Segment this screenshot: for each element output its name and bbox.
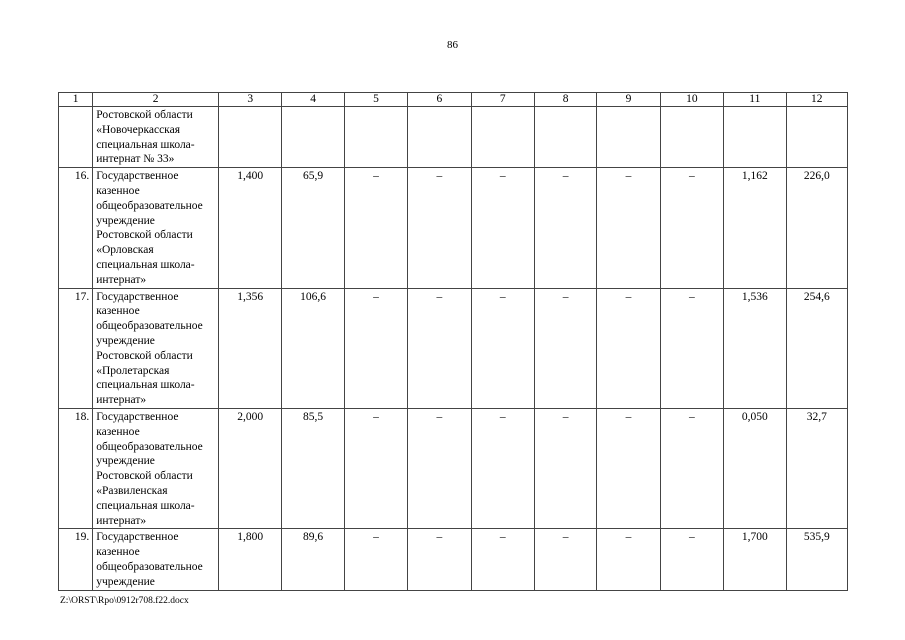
value-cell: – (471, 529, 534, 590)
value-cell (219, 107, 282, 168)
value-cell: 0,050 (724, 408, 786, 528)
value-cell: – (534, 288, 596, 408)
value-cell: 1,800 (219, 529, 282, 590)
value-cell (282, 107, 344, 168)
value-cell: 32,7 (786, 408, 847, 528)
value-cell: – (534, 408, 596, 528)
value-cell: – (660, 288, 723, 408)
value-cell: 85,5 (282, 408, 344, 528)
value-cell (786, 107, 847, 168)
value-cell (597, 107, 660, 168)
value-cell: – (597, 288, 660, 408)
value-cell (344, 107, 407, 168)
value-cell: 65,9 (282, 168, 344, 288)
value-cell: – (344, 288, 407, 408)
header-cell: 10 (660, 93, 723, 107)
value-cell: 1,700 (724, 529, 786, 590)
value-cell (724, 107, 786, 168)
value-cell: 226,0 (786, 168, 847, 288)
header-cell: 1 (59, 93, 93, 107)
table-row (59, 168, 848, 288)
header-cell: 7 (471, 93, 534, 107)
header-cell: 9 (597, 93, 660, 107)
value-cell: 2,000 (219, 408, 282, 528)
value-cell: – (660, 529, 723, 590)
value-cell (408, 107, 471, 168)
header-cell: 2 (93, 93, 219, 107)
value-cell: – (597, 529, 660, 590)
header-cell: 3 (219, 93, 282, 107)
table-row (59, 408, 848, 528)
header-cell: 5 (344, 93, 407, 107)
value-cell: – (408, 168, 471, 288)
value-cell: 1,400 (219, 168, 282, 288)
value-cell: – (344, 168, 407, 288)
row-number: 16. (59, 168, 93, 288)
header-cell: 4 (282, 93, 344, 107)
value-cell (660, 107, 723, 168)
row-number (59, 107, 93, 168)
value-cell: – (597, 168, 660, 288)
value-cell: 254,6 (786, 288, 847, 408)
value-cell: 106,6 (282, 288, 344, 408)
value-cell: – (408, 288, 471, 408)
table-row (59, 107, 848, 168)
value-cell: – (534, 168, 596, 288)
page-number: 86 (447, 39, 458, 51)
table-row (59, 529, 848, 590)
data-table (58, 92, 848, 591)
file-path-footer: Z:\ORST\Rpo\0912r708.f22.docx (60, 596, 189, 606)
header-cell: 11 (724, 93, 786, 107)
value-cell: – (534, 529, 596, 590)
value-cell: 1,356 (219, 288, 282, 408)
institution-name: Государственное казенное общеобразовательное учреждение Ростовской области «Орловская специальная школа- интернат» (93, 168, 219, 288)
institution-name: Государственное казенное общеобразовательное учреждение (93, 529, 219, 590)
value-cell: – (660, 168, 723, 288)
institution-name: Ростовской области «Новочеркасская специальная школа- интернат № 33» (93, 107, 219, 168)
value-cell: 1,536 (724, 288, 786, 408)
value-cell: – (660, 408, 723, 528)
value-cell: – (471, 288, 534, 408)
value-cell: 89,6 (282, 529, 344, 590)
value-cell: – (408, 408, 471, 528)
row-number: 19. (59, 529, 93, 590)
header-cell: 8 (534, 93, 596, 107)
value-cell: 535,9 (786, 529, 847, 590)
institution-name: Государственное казенное общеобразовательное учреждение Ростовской области «Пролетарская специальная школа- интернат» (93, 288, 219, 408)
value-cell: – (408, 529, 471, 590)
value-cell: 1,162 (724, 168, 786, 288)
institution-name: Государственное казенное общеобразовательное учреждение Ростовской области «Развиленская специальная школа- интернат» (93, 408, 219, 528)
header-cell: 12 (786, 93, 847, 107)
header-cell: 6 (408, 93, 471, 107)
header-row (59, 93, 848, 107)
row-number: 17. (59, 288, 93, 408)
value-cell (534, 107, 596, 168)
value-cell: – (471, 168, 534, 288)
value-cell: – (471, 408, 534, 528)
value-cell: – (344, 529, 407, 590)
value-cell (471, 107, 534, 168)
value-cell: – (344, 408, 407, 528)
value-cell: – (597, 408, 660, 528)
row-number: 18. (59, 408, 93, 528)
table-row (59, 288, 848, 408)
